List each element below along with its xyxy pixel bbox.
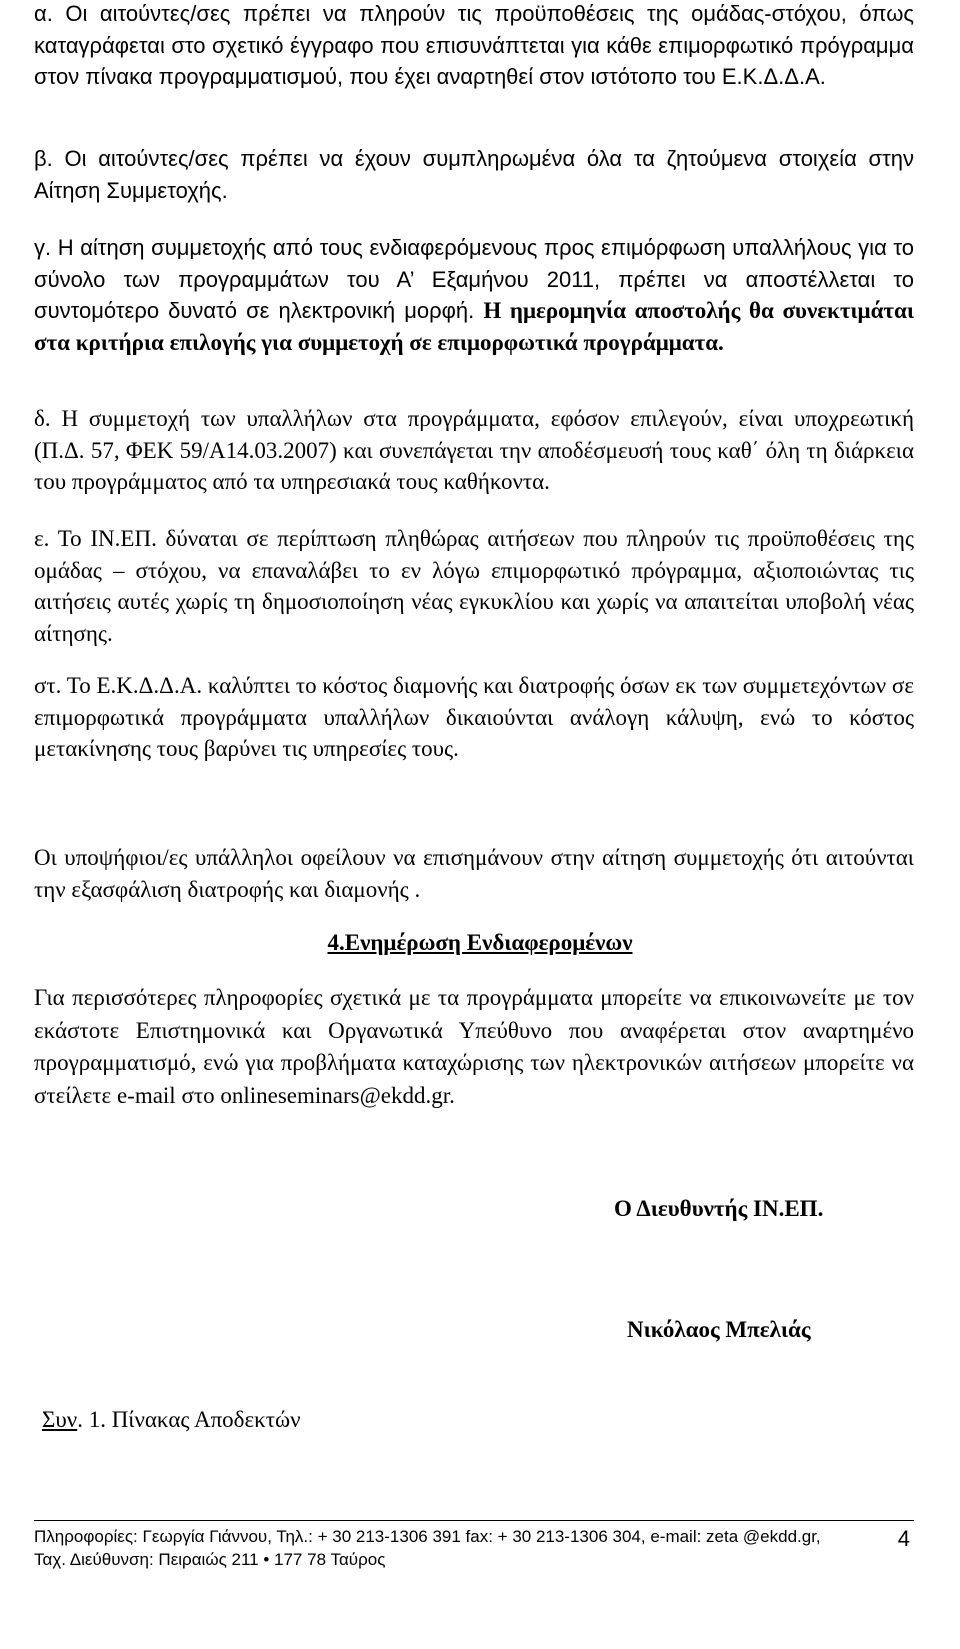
paragraph-gamma [34,232,914,358]
paragraph-gamma-text: γ. Η αίτηση συμμετοχής από τους ενδιαφερόμενους προς επιμόρφωση υπαλλήλους για το σύνολο των προγραμμάτων του Α’ Εξαμήνου 2011, πρέπει να αποστέλλεται το συντομότερο δυνατό σε ηλεκτρονική μορφή. [34,235,914,323]
info-paragraph: Για περισσότερες πληροφορίες σχετικά με τα προγράμματα μπορείτε να επικοινωνείτε με τον εκάστοτε Επιστημονικά και Οργανωτικά Υπεύθυνο που αναφέρεται στον αναρτημένο προγραμματισμό, ενώ για προβλήματα καταχώρισης των ηλεκτρονικών αιτήσεων μπορείτε να στείλετε e-mail στο onlineseminars@ekdd.gr. [34,985,914,1108]
candidate-note: Οι υποψήφιοι/ες υπάλληλοι οφείλουν να επισημάνουν στην αίτηση συμμετοχής ότι αιτούνται την εξασφάλιση διατροφής και διαμονής . [34,845,914,902]
paragraph-epsilon: ε. Το ΙΝ.ΕΠ. δύναται σε περίπτωση πληθώρας αιτήσεων που πληρούν τις προϋποθέσεις της ομάδας – στόχου, να επαναλάβει το εν λόγω επιμορφωτικό πρόγραμμα, αξιοποιώντας τις αιτήσεις αυτές χωρίς τη δημοσιοποίηση νέας εγκυκλίου και χωρίς να απαιτείται υποβολή νέας αίτησης. [34,526,914,646]
paragraph-delta: δ. Η συμμετοχή των υπαλλήλων στα προγράμματα, εφόσον επιλεγούν, είναι υποχρεωτική (Π.Δ. 57, ΦΕΚ 59/Α14.03.2007) και συνεπάγεται την αποδέσμευσή τους καθ΄ όλη τη διάρκεια του προγράμματος από τα υπηρεσιακά τους καθήκοντα. [34,406,914,494]
signature-name: Νικόλαος Μπελιάς [627,1317,811,1342]
enclosure-line [42,1407,301,1433]
page-number: 4 [897,1526,910,1551]
section-heading: 4.Ενημέρωση Ενδιαφερομένων [327,930,633,955]
footer-contact-line: Πληροφορίες: Γεωργία Γιάννου, Τηλ.: + 30 213-1306 391 fax: + 30 213-1306 304, e-mail: zeta @ekdd.gr, [34,1527,821,1546]
footer-address-line: Ταχ. Διεύθυνση: Πειραιώς 211 • 177 78 Ταύρος [34,1550,386,1569]
signature-role: Ο Διευθυντής ΙΝ.ΕΠ. [614,1196,824,1221]
paragraph-alpha: α. Οι αιτούντες/σες πρέπει να πληρούν τις προϋποθέσεις της ομάδας-στόχου, όπως καταγράφεται στο σχετικό έγγραφο που επισυνάπτεται για κάθε επιμορφωτικό πρόγραμμα στον πίνακα προγραμματισμού, που έχει αναρτηθεί στον ιστότοπο του Ε.Κ.Δ.Δ.Α. [34,1,914,89]
footer-divider [34,1520,914,1521]
paragraph-beta: β. Οι αιτούντες/σες πρέπει να έχουν συμπληρωμένα όλα τα ζητούμενα στοιχεία στην Αίτηση Συμμετοχής. [34,146,914,203]
paragraph-st: στ. Το Ε.Κ.Δ.Δ.Α. καλύπτει το κόστος διαμονής και διατροφής όσων εκ των συμμετεχόντων σε επιμορφωτικά προγράμματα υπαλλήλων δικαιούνται ανάλογη κάλυψη, ενώ το κόστος μετακίνησης τους βαρύνει τις υπηρεσίες τους. [34,673,914,761]
enclosure-text: . 1. Πίνακας Αποδεκτών [77,1407,301,1432]
paragraph-gamma-bold: Η ημερομηνία αποστολής θα συνεκτιμάται στα κριτήρια επιλογής για συμμετοχή σε επιμορφωτικά προγράμματα. [34,298,914,355]
enclosure-label: Συν [42,1407,78,1432]
